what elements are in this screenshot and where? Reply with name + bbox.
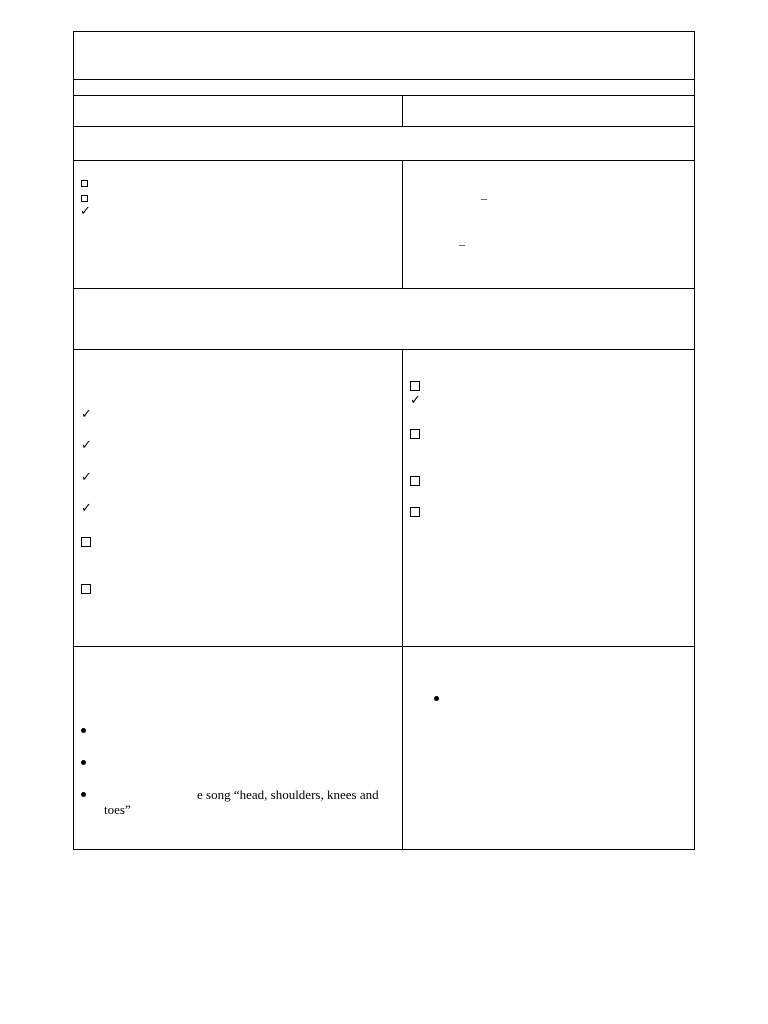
- bullet-icon: [81, 760, 86, 765]
- row-divider: [74, 288, 694, 289]
- row-divider: [74, 95, 694, 96]
- checkmark-icon: ✓: [81, 407, 92, 422]
- checkbox-icon: [410, 476, 420, 486]
- checkmark-icon: ✓: [410, 393, 421, 408]
- activity-song-line2: toes”: [104, 802, 131, 817]
- row-divider: [74, 349, 694, 350]
- checkbox-icon: [81, 537, 91, 547]
- checkbox-icon: [410, 429, 420, 439]
- column-divider: [402, 349, 403, 850]
- checkbox-icon: [81, 195, 88, 202]
- row-divider: [74, 160, 694, 161]
- checkmark-icon: ✓: [80, 204, 91, 219]
- column-divider: [402, 95, 403, 126]
- row-divider: [74, 79, 694, 80]
- bullet-icon: [434, 696, 439, 701]
- checkbox-icon: [410, 507, 420, 517]
- checkbox-icon: [81, 584, 91, 594]
- lesson-plan-table: [73, 31, 695, 850]
- checkmark-icon: ✓: [81, 501, 92, 516]
- row-divider: [74, 646, 694, 647]
- checkmark-icon: ✓: [81, 438, 92, 453]
- checkmark-icon: ✓: [81, 470, 92, 485]
- bullet-icon: [81, 728, 86, 733]
- activity-song-line1: e song “head, shoulders, knees and: [197, 787, 379, 802]
- dash-mark: –: [459, 237, 465, 251]
- bullet-icon: [81, 792, 86, 797]
- dash-mark: –: [481, 191, 487, 205]
- checkbox-icon: [410, 381, 420, 391]
- column-divider: [402, 160, 403, 288]
- row-divider: [74, 126, 694, 127]
- checkbox-icon: [81, 180, 88, 187]
